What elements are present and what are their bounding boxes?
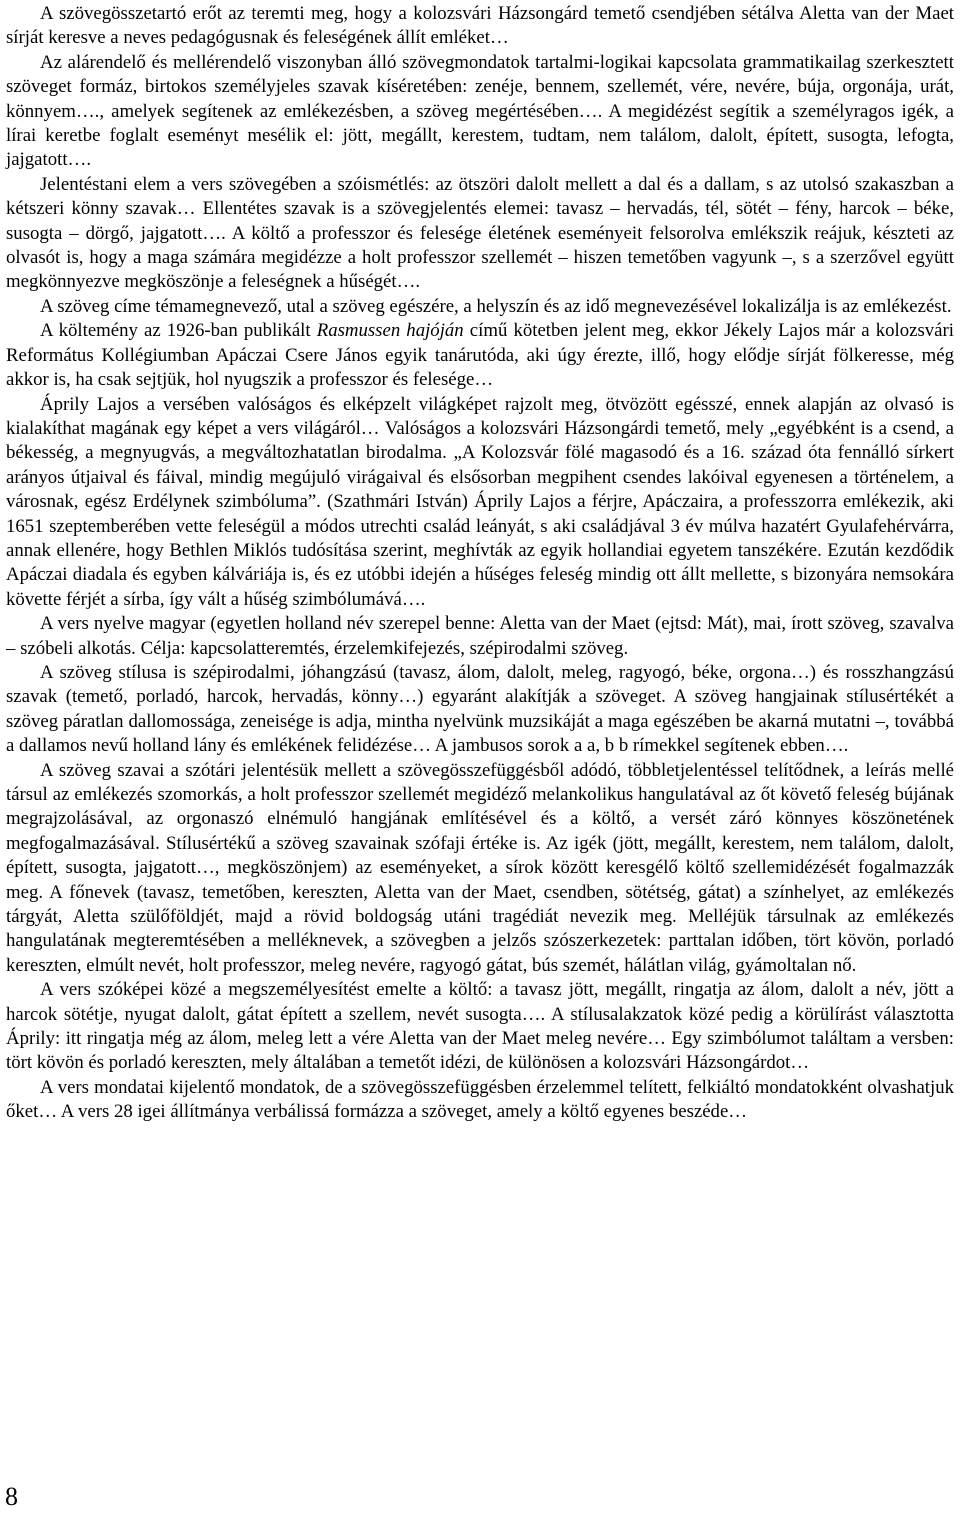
paragraph-word-meaning: A szöveg szavai a szótári jelentésük mellett a szövegösszefüggésből adódó, többletjelentéssel telítődnek, a leírás mellé társul az emlékezés szomorkás, a holt professzor szellemét megidéző melankolikus hangulatával az őt követő feleség bújának megrajzolásával, az orgonaszó elnémuló hangjának említésével és a költő, a versét záró könnyes köszönetének megfogalmazásával. Stílusértékű a szöveg szavainak szófaji értéke is. Az igék (jött, megállt, kerestem, nem találom, dalolt, épített, susogta, jajgatott…, megköszönjem) az eseményeket, a sírok között keresgélő költő szellemidézését fogalmazzák meg. A főnevek (tavasz, temetőben, kereszten, Aletta van der Maet, csendben, sötétség, gátat) a színhelyet, az emlékezés tárgyát, Aletta szülőföldjét, majd a rövid boldogság utáni tragédiát nevezik meg. Melléjük társulnak az emlékezés hangulatának megteremtésében a melléknevek, a szövegben a jelzős szószerkezetek: parttalan időben, tört kövön, porladó kereszten, elmúlt nevét, holt professzor, meleg nevére, ragyogó gátat, bús szemét, hálátlan világ, gyámoltalan nő.	[6, 759, 954, 976]
paragraph-grammar: Az alárendelő és mellérendelő viszonyban álló szövegmondatok tartalmi-logikai kapcsolata grammatikailag szerkesztett szöveget formáz, birtokos személyjeles szavak kíséretében: zenéje, bennem, szellemét, vére, nevére, búja, orgonája, urát, könnyem…., amelyek segítenek az emlékezésben, a szöveg megértésében…. A megidézést segítik a személyragos igék, a lírai keretbe foglalt eseményt mesélik el: jött, megállt, kerestem, tudtam, nem találom, dalolt, épített, susogta, lefogta, jajgatott….	[6, 51, 954, 171]
publication-text-after: című kötetben jelent meg, ekkor Jékely Lajos már a kolozsvári Református Kollégiumban Apáczai Csere János egyik tanárutóda, aki úgy érezte, illő, hogy elődje sírját fölkeresse, még akkor is, ha csak sejtjük, hol nyugszik a professzor és felesége…	[6, 320, 954, 391]
paragraph-figures: A vers szóképei közé a megszemélyesítést emelte a költő: a tavasz jött, megállt, ringatja az álom, dalolt a név, jött a harcok sötétje, nyugat dalolt, gátat épített a szellem, nevét susogta…. A stílusalakzatok közé pedig a körülírást választotta Áprily: itt ringatja még az álom, meleg lett a vére Aletta van der Maet meleg nevére… Egy szimbólumot találtam a versben: tört kövön és porladó kereszten, mely általában a temetőt idézi, de különösen a kolozsvári Házsongárdot…	[6, 979, 954, 1074]
publication-text-before: A költemény az 1926-ban publikált	[40, 320, 317, 342]
paragraph-style: A szöveg stílusa is szépirodalmi, jóhangzású (tavasz, álom, dalolt, meleg, ragyogó, béke, orgona…) és rosszhangzású szavak (temető, porladó, harcok, hervadás, könny…) egyaránt alakítják a szöveget. A szöveg hangjainak stílusértékét a szöveg páratlan dallomossága, zeneisége is adja, mintha nyelvünk muzsikáját a maga egészében be akarná mutatni –, továbbá a dallamos nevű holland lány és emlékének felidézése… A jambusos sorok a a, b b rímekkel segítenek ebben….	[6, 661, 954, 757]
paragraph-worldview: Áprily Lajos a versében valóságos és elképzelt világképet rajzolt meg, ötvözött egésszé, ennek alapján az olvasó is kialakíthat magának egy képet a vers világáról… Valóságos a kolozsvári Házsongárdi temető, mely „egyébként is a csend, a békesség, a megnyugvás, a megváltozhatatlan birodalma. „A Kolozsvár fölé magasodó és a 16. század óta fennálló sírkert arányos útjaival és fáival, mindig megújuló virágaival és elsősorban megpihent csendes lakóival egyenesen a történelem, a városnak, egész Erdélynek szimbóluma”. (Szathmári István) Áprily Lajos a férjre, Apáczaira, a professzorra emlékezik, aki 1651 szeptemberében vette feleségül a módos utrechti család leányát, s aki családjával 3 év múlva hazatért Gyulafehérvárra, annak ellenére, hogy Bethlen Miklós tudósítása szerint, meghívták az egyik hollandiai egyetem tanszékére. Ezután kezdődik Apáczai diadala és egyben kálváriája is, és ez utóbbi idején a hűséges feleség mindig ott állt mellette, s bizonyára nemsokára követte férjét a sírba, így vált a hűség szimbólumává….	[6, 393, 954, 610]
paragraph-sentences: A vers mondatai kijelentő mondatok, de a szövegösszefüggésben érzelemmel telített, felkiáltó mondatokként olvashatjuk őket… A vers 28 igei állítmánya verbálissá formázza a szöveget, amely a költő egyenes beszéde…	[6, 1076, 954, 1123]
paragraph-cohesion: A szövegösszetartó erőt az teremti meg, hogy a kolozsvári Házsongárd temető csendjében sétálva Aletta van der Maet sírját keresve a neves pedagógusnak és feleségének állít emléket…	[6, 3, 954, 49]
book-title: Rasmussen hajóján	[316, 320, 464, 342]
paragraph-title: A szöveg címe témamegnevező, utal a szöveg egészére, a helyszín és az idő megnevezésével lokalizálja is az emlékezést.	[40, 295, 952, 317]
paragraph-language: A vers nyelve magyar (egyetlen holland név szerepel benne: Aletta van der Maet (ejtsd: Mát), mai, írott szöveg, szavalva – szóbeli alkotás. Célja: kapcsolatteremtés, érzelemkifejezés, szépirodalmi szöveg.	[6, 613, 954, 659]
document-page	[6, 2, 954, 1462]
page-number: 8	[5, 1482, 18, 1511]
paragraph-semantics: Jelentéstani elem a vers szövegében a szóismétlés: az ötszöri dalolt mellett a dal és a dallam, s az utolsó szakaszban a kétszeri könny szavak… Ellentétes szavak is a szövegjelentés elemei: tavasz – hervadás, tél, sötét – fény, harcok – béke, susogta – dörgő, jajgatott…. A költő a professzor és felesége életének eseményeit felsorolva emlékszik reájuk, készteti az olvasót is, hogy a maga számára megidézze a holt professzor szellemét – hiszen temetőben vagyunk –, s a szerzővel együtt megkönnyezve megköszönje a feleségnek a hűségét….	[6, 173, 954, 293]
paragraph-publication	[6, 319, 954, 392]
